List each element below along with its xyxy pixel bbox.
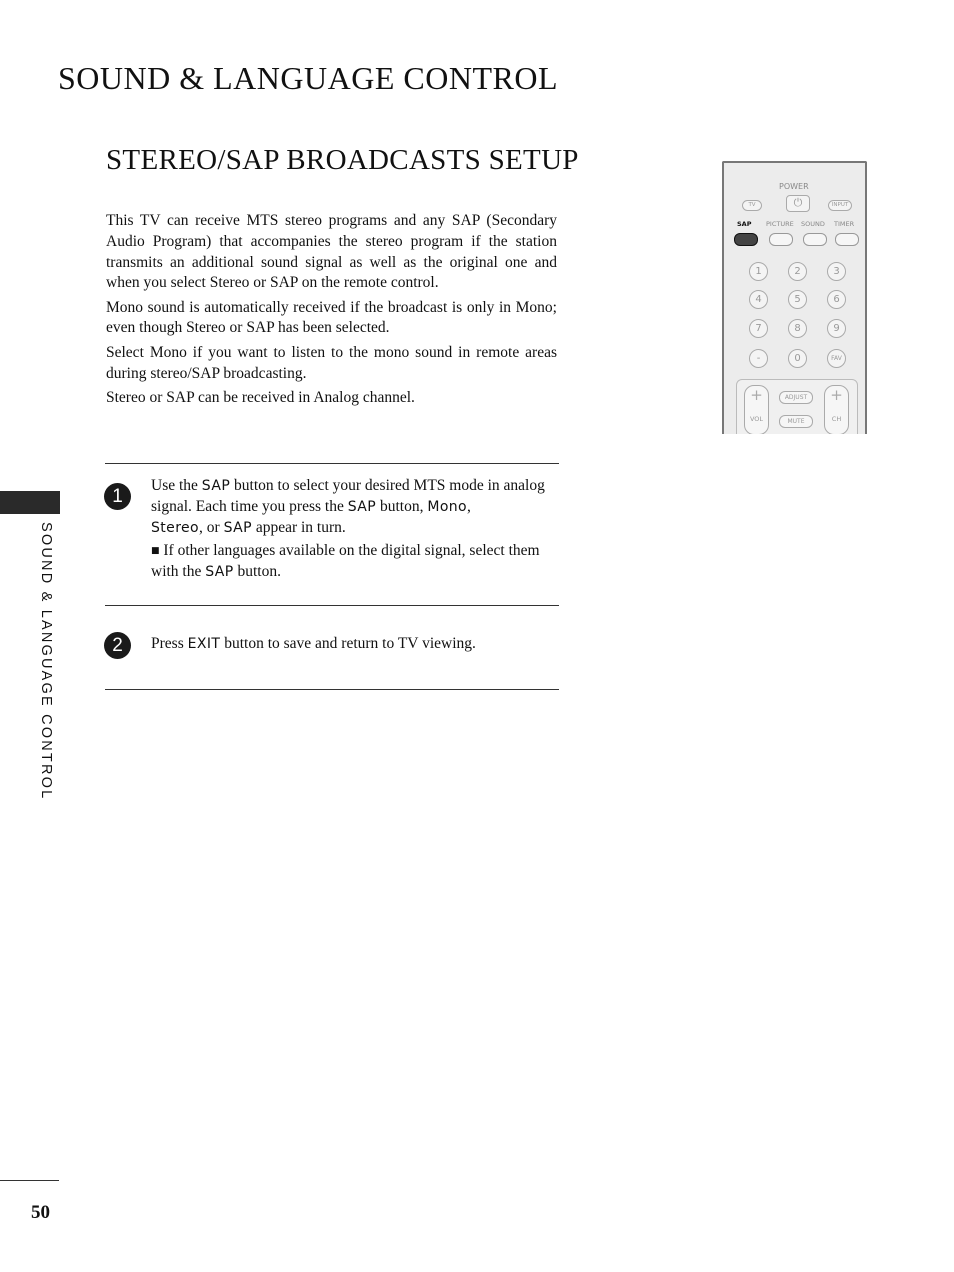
text-run: , — [467, 497, 471, 515]
step-2-text — [151, 634, 551, 655]
remote-control-illustration — [722, 161, 867, 434]
step-1-note — [151, 541, 551, 583]
step-2-badge: 2 — [104, 632, 131, 659]
exit-keyword: EXIT — [187, 636, 221, 652]
intro-text — [106, 211, 557, 412]
side-label: SOUND & LANGUAGE CONTROL — [38, 522, 54, 801]
sound-button — [803, 233, 827, 246]
text-run: button to select your desired MTS mode in analog signal. Each time you press the — [151, 477, 545, 515]
text-run: Use the — [151, 477, 202, 494]
sap-label: SAP — [737, 220, 752, 228]
step-1-badge: 1 — [104, 483, 131, 510]
sap-keyword: SAP — [201, 478, 231, 494]
picture-button — [769, 233, 793, 246]
divider — [105, 689, 559, 690]
stereo-keyword: Stereo — [151, 519, 200, 536]
text-run: Press — [151, 635, 188, 652]
volume-rocker — [744, 385, 769, 434]
sap-keyword: SAP — [205, 564, 234, 581]
sap-keyword: SAP — [347, 498, 377, 515]
timer-label: TIMER — [834, 220, 855, 228]
chapter-title: SOUND & LANGUAGE CONTROL — [58, 60, 558, 96]
step-2-instruction — [151, 634, 551, 655]
mute-button: MUTE — [779, 415, 813, 428]
channel-rocker — [824, 385, 849, 434]
step-1-instruction — [151, 476, 551, 538]
text-run: button. — [233, 563, 281, 581]
fav-key: FAV — [827, 349, 846, 368]
input-button: INPUT — [828, 200, 852, 211]
section-title: STEREO/SAP BROADCASTS SETUP — [106, 144, 579, 176]
text-run: button to save and return to TV viewing. — [220, 635, 476, 652]
number-key: 7 — [749, 319, 768, 338]
adjust-button: ADJUST — [779, 391, 813, 404]
divider — [105, 463, 559, 464]
page-number: 50 — [31, 1202, 50, 1223]
number-key: 4 — [749, 290, 768, 309]
intro-paragraph: Stereo or SAP can be received in Analog channel. — [106, 388, 415, 406]
text-run: If other languages available on the digital signal, select them with the — [151, 542, 540, 581]
intro-paragraph: Select Mono if you want to listen to the mono sound in remote areas during stereo/SAP broadcasting. — [106, 343, 557, 382]
text-run: , or — [199, 518, 224, 536]
number-key: 1 — [749, 262, 768, 281]
footer-rule — [0, 1180, 59, 1181]
mono-keyword: Mono — [427, 498, 468, 515]
number-key: 3 — [827, 262, 846, 281]
number-key: 6 — [827, 290, 846, 309]
sap-button — [734, 233, 758, 246]
intro-paragraph: This TV can receive MTS stereo programs and any SAP (Secondary Audio Program) that accompanies the stereo program if the station transmits an additional sound signal as well as the original one and when you select Stereo or SAP on the remote control. — [106, 212, 557, 292]
number-key: 0 — [788, 349, 807, 368]
number-key: 8 — [788, 319, 807, 338]
number-key: 2 — [788, 262, 807, 281]
vol-label: VOL — [749, 415, 764, 423]
tv-button: TV — [742, 200, 762, 211]
plus-icon: + — [830, 386, 843, 404]
ch-label: CH — [831, 415, 842, 423]
dash-key: - — [749, 349, 768, 368]
plus-icon: + — [750, 386, 763, 404]
step-1-text — [151, 476, 551, 583]
sap-keyword: SAP — [223, 519, 252, 536]
side-tab — [0, 491, 60, 514]
divider — [105, 605, 559, 606]
text-run: button, — [376, 497, 428, 515]
bullet-icon: ■ — [151, 546, 160, 557]
number-key: 9 — [827, 319, 846, 338]
text-run: appear in turn. — [251, 518, 346, 536]
sound-label: SOUND — [801, 220, 825, 228]
power-label: POWER — [779, 182, 809, 191]
intro-paragraph: Mono sound is automatically received if the broadcast is only in Mono; even though Stereo or SAP has been selected. — [106, 298, 557, 337]
picture-label: PICTURE — [766, 220, 794, 228]
number-key: 5 — [788, 290, 807, 309]
power-icon: ⏻ — [786, 195, 810, 212]
timer-button — [835, 233, 859, 246]
